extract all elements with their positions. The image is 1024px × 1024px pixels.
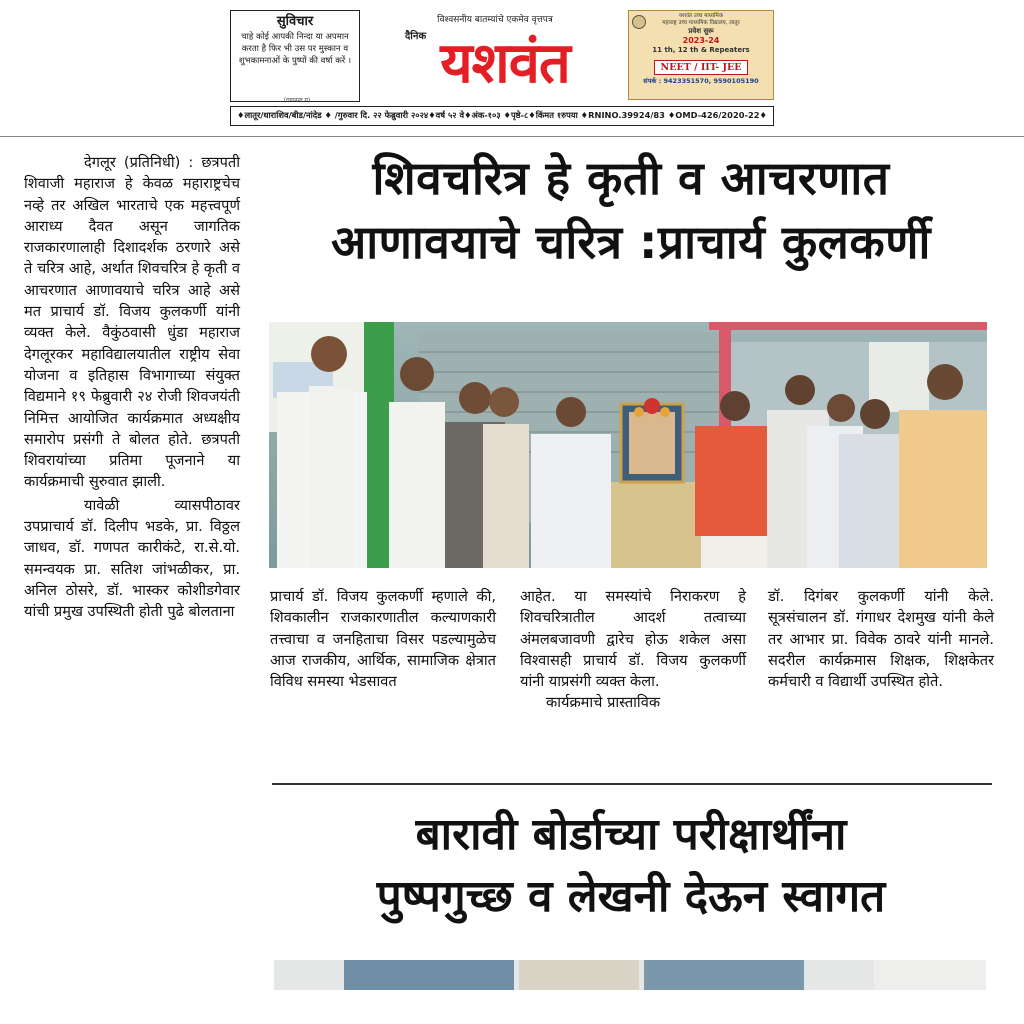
article-paragraph: कार्यक्रमाचे प्रास्ताविक [546, 694, 661, 712]
ad-contact: संपर्क : 9423351570, 9590105190 [643, 77, 759, 85]
thought-of-the-day-box [230, 10, 360, 102]
article-paragraph: देगलूर (प्रतिनिधी) : छत्रपती शिवाजी महाराज हे केवळ महाराष्ट्रचेच नव्हे तर अखिल भारताचे एक महत्त्वपूर्ण आराध्य दैवत असून जागतिक राजकारणालाही दिशादर्शक ठरणारे असे ते चरित्र आहे, अर्थात शिवचरित्र हे कृती व आचरणात आणावयाचे चरित्र आहे असे मत प्राचार्य डॉ. विजय कुलकर्णी यांनी व्यक्त केले. वैकुंठवासी धुंडा महाराज देगलूरकर महाविद्यालयातील राष्ट्रीय सेवा योजना व इतिहास विभागाच्या संयुक्त विद्यमाने १९ फेब्रुवारी २४ रोजी शिवजयंती निमित्त आयोजित कार्यक्रमात अध्यक्षीय समारोप प्रसंगी ते बोलत होते. छत्रपती शिवरायांच्या प्रतिमा पूजनाने या कार्यक्रमाची सुरुवात झाली. [24, 154, 240, 491]
thought-credit: (दयानन्द ग) [283, 97, 311, 104]
newspaper-tagline: विश्वसनीय बातम्यांचे एकमेव वृत्तपत्र [437, 15, 553, 25]
event-photo [269, 322, 987, 568]
masthead-divider [0, 136, 1024, 137]
institute-seal-icon [632, 15, 646, 29]
photo-strip-illustration [274, 960, 986, 990]
ad-classes: 11 th, 12 th & Repeaters [652, 46, 750, 54]
article-column-3: डॉ. दिगंबर कुलकर्णी यांनी केले. सूत्रसंचालन डॉ. गंगाधर देशमुख यांनी केले तर आभार प्रा. विवेक ठावरे यांनी मानले. सदरील कार्यक्रमास शिक्षक, शिक्षकेतर कर्मचारी व विद्यार्थी उपस्थित होते. [768, 588, 994, 691]
headline-line: शिवचरित्र हे कृती व आचरणात [372, 151, 890, 205]
ad-exam-badge: NEET / IIT- JEE [654, 60, 749, 75]
article-paragraph: यावेळी व्यासपीठावर उपप्राचार्य डॉ. दिलीप भडके, प्रा. विठ्ठल जाधव, डॉ. गणपत कारीकंटे, रा.से.यो. समन्वयक प्रा. सतिश जांभळीकर, प्रा. अनिल ठोसरे, डॉ. भास्कर कोशीडगेवार यांची प्रमुख उपस्थिती होती पुढे बोलताना [24, 496, 240, 621]
dateline-strip: ♦लातूर/धाराशिव/बीड/नांदेड ♦ /गुरुवार दि. २२ फेब्रुवारी २०२४♦वर्ष ५२ वे♦अंक-१०३ ♦पृष्ठे-८♦किंमत १रुपया ♦RNINO.39924/83 ♦OMD-426/2020-22♦ [230, 106, 774, 126]
ad-org-line1: यशवंत उच्च माध्यमिक [678, 13, 724, 19]
thought-text: चाहे कोई आपकी निन्दा या अपमान करता है फिर भी उस पर मुस्कान व शुभकामनाओं के पुष्पों की वर्षा करें । [238, 32, 352, 66]
article-paragraph: आहेत. या समस्यांचे निराकरण हे शिवचरित्रातील आदर्श तत्वाच्या अंमलबजावणी द्वारेच होऊ शकेल असा विश्वासही प्राचार्य डॉ. विजय कुलकर्णी यांनी याप्रसंगी व्यक्त केला. [520, 588, 746, 691]
headline-line: आणावयाचे चरित्र :प्राचार्य कुलकर्णी [331, 215, 931, 269]
ad-org-line2: महाराष्ट्र उच्च माध्यमिक विद्यालय, लातूर [662, 20, 740, 26]
newspaper-logo: यशवंत [440, 30, 570, 96]
ad-year: 2023-24 [682, 36, 720, 45]
article-column-2 [520, 586, 746, 714]
headline-line: बारावी बोर्डाच्या परीक्षार्थींना [415, 809, 847, 860]
ad-admission: प्रवेश सुरू [688, 27, 714, 35]
headline-line: पुष्पगुच्छ व लेखनी देऊन स्वागत [376, 871, 886, 922]
thought-title: सुविचार [276, 14, 314, 29]
article-column-1: प्राचार्य डॉ. विजय कुलकर्णी म्हणाले की, शिवकालीन राजकारणातील कल्याणकारी तत्त्वाचा व जनहिताचा विसर पडल्यामुळेच आज राजकीय, आर्थिक, सामाजिक क्षेत्रात विविध समस्या भेडसावत [270, 588, 496, 691]
group-photo-illustration [269, 322, 987, 568]
article-divider [272, 783, 992, 785]
article-headline [270, 146, 992, 274]
second-article-headline [270, 804, 992, 928]
second-article-photo [274, 960, 986, 990]
article-left-column [24, 152, 240, 623]
coaching-advertisement [628, 10, 774, 100]
newspaper-daily-label: दैनिक [405, 31, 427, 42]
